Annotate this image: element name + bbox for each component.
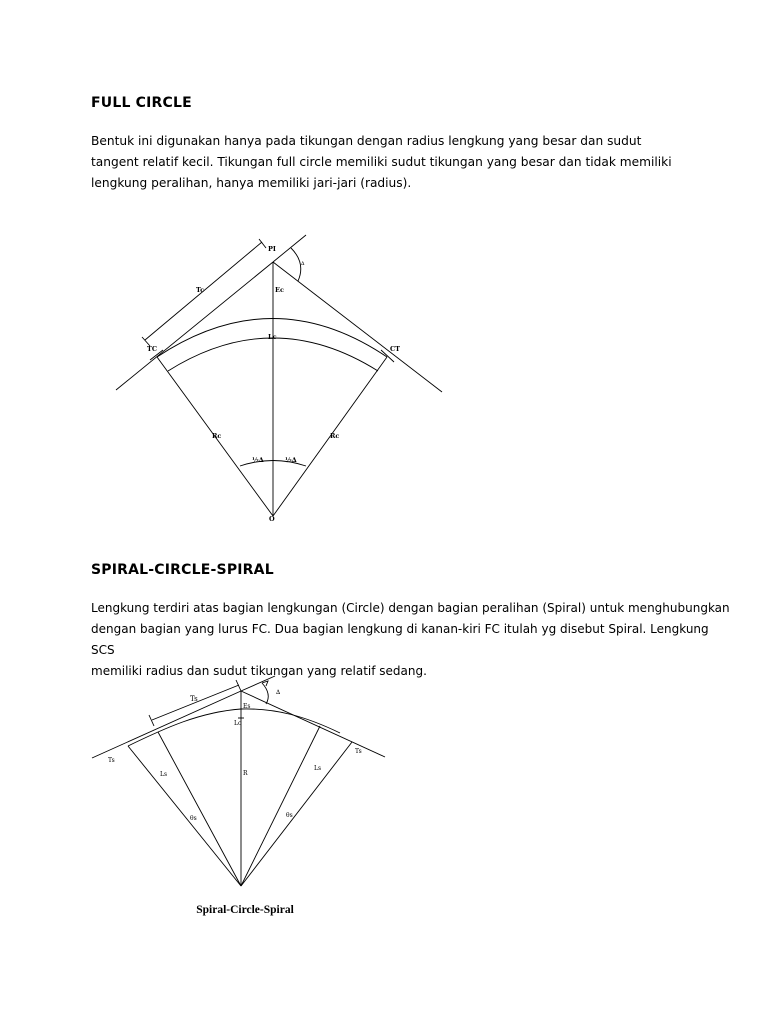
label-pi: PI — [268, 245, 276, 253]
label-lc: Lc — [268, 333, 277, 341]
label-ts-right: Ts — [355, 748, 362, 755]
label-tc-dim: Tc — [196, 286, 205, 294]
paragraph-line: Bentuk ini digunakan hanya pada tikungan dengan radius lengkung yang besar dan sudut — [91, 134, 642, 148]
section-heading-full-circle: FULL CIRCLE — [91, 95, 192, 111]
label-ct-point: CT — [390, 345, 401, 353]
paragraph-line: dengan bagian yang lurus FC. Dua bagian lengkung di kanan-kiri FC itulah yg disebut Spiral. Lengkung SCS — [91, 622, 709, 657]
label-theta-left: θs — [190, 815, 197, 822]
label-theta-right: θs — [286, 812, 293, 819]
label-lc: Lc — [234, 720, 242, 727]
label-half-delta-left: ½∆ — [252, 456, 264, 464]
label-half-delta-right: ½∆ — [285, 456, 297, 464]
label-delta: ∆ — [301, 261, 305, 267]
tangent-right — [241, 691, 385, 757]
theta-line-left — [128, 746, 241, 886]
label-ts-dim: Ts — [190, 695, 198, 703]
label-rc-right: Rc — [330, 432, 340, 440]
label-ls-right: Ls — [314, 765, 322, 772]
label-delta: ∆ — [276, 689, 281, 696]
section-heading-scs: SPIRAL-CIRCLE-SPIRAL — [91, 562, 274, 578]
label-rc-left: Rc — [212, 432, 222, 440]
ts-dimension-tick — [149, 715, 154, 726]
label-es: Es — [243, 703, 251, 710]
label-ls-left: Ls — [160, 771, 168, 778]
label-ts-left: Ts — [108, 757, 115, 764]
label-center-o: O — [269, 515, 275, 523]
paragraph-line: memiliki radius dan sudut tikungan yang relatif sedang. — [91, 664, 427, 678]
paragraph-line: lengkung peralihan, hanya memiliki jari-jari (radius). — [91, 176, 412, 190]
paragraph-line: tangent relatif kecil. Tikungan full circle memiliki sudut tikungan yang besar dan tidak memiliki — [91, 155, 672, 169]
ls-line-left — [158, 732, 241, 886]
label-ec: Ec — [275, 286, 284, 294]
ls-line-right — [241, 726, 320, 886]
tangent-extension — [241, 676, 275, 691]
label-tc-point: TC — [147, 345, 158, 353]
figure-caption-scs: Spiral-Circle-Spiral — [196, 904, 294, 916]
label-r: R — [243, 770, 248, 777]
paragraph-line: Lengkung terdiri atas bagian lengkungan (Circle) dengan bagian peralihan (Spiral) untuk menghubungkan — [91, 601, 730, 615]
theta-line-right — [241, 742, 352, 886]
